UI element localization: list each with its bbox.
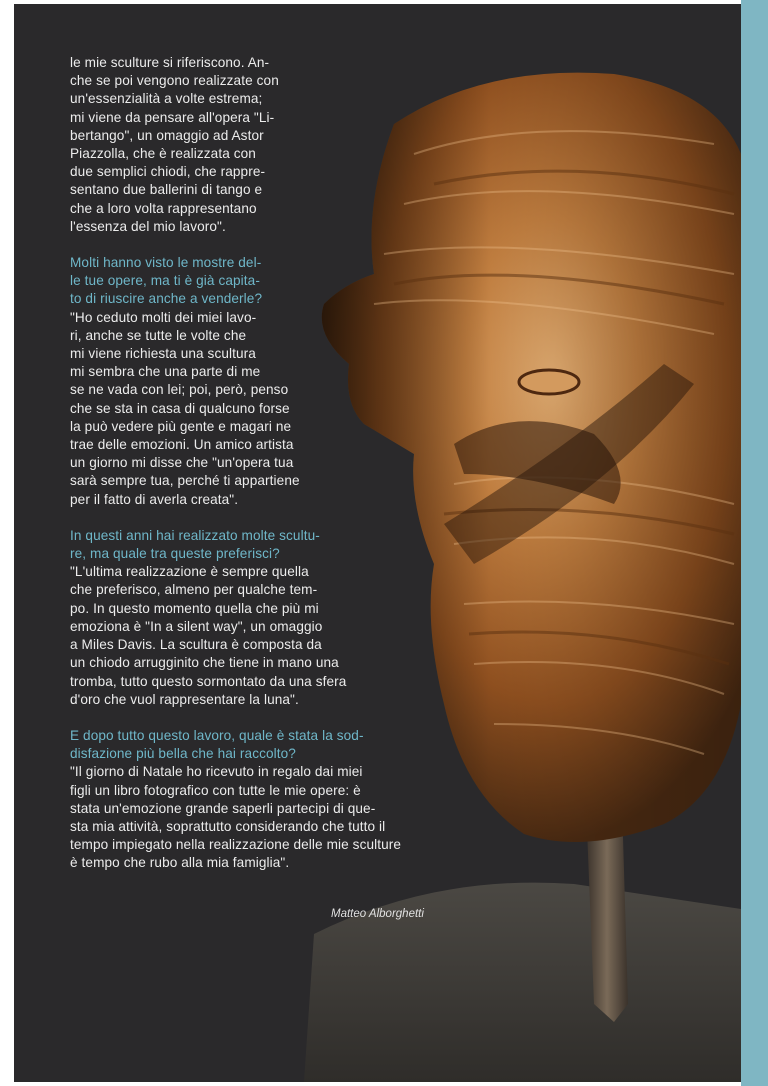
answer-favorite: "L'ultima realizzazione è sempre quella che preferisco, almeno per qualche tem- po. In questo momento quella che più mi emoziona è "In a silent way", un omaggio a Miles Davis. La scultura è composta da un chiodo arrugginito che tiene in mano una tromba, tutto questo sormontato da una sfera d'oro che vuol rappresentare la luna". [70,564,347,707]
answer-sales: "Ho ceduto molti dei miei lavo- ri, anche se tutte le volte che mi viene richiesta una scultura mi sembra che una parte di me se ne vada con lei; poi, però, penso che se sta in casa di qualcuno forse la può vedere più gente e magari ne trae delle emozioni. Un amico artista un giorno mi disse che "un'opera tua sarà sempre tua, perché ti appartiene per il fatto di averla creata". [70,309,300,507]
eye [519,370,579,394]
interview-article [70,54,435,873]
intro-answer: le mie sculture si riferiscono. An- che se poi vengono realizzate con un'essenzialità a volte estrema; mi viene da pensare all'opera "Li- bertango", un omaggio ad Astor Piazzolla, che è realizzata con due semplici chiodi, che rappre- sentano due ballerini di tango e che a loro volta rappresentano l'essenza del mio lavoro". [70,55,279,234]
answer-satisfaction: "Il giorno di Natale ho ricevuto in regalo dai miei figli un libro fotografico con tutte le mie opere: è stata un'emozione grande saperli partecipi di que- sta mia attività, soprattutto considerando che tutto il tempo impiegato nella realizzazione delle mie sculture è tempo che rubo alla mia famiglia". [70,764,402,871]
question-favorite: In questi anni hai realizzato molte scultu- re, ma quale tra queste preferisci? [70,527,320,562]
dark-background-panel [14,4,741,1082]
page-edge-color-strip [741,0,768,1086]
question-sales: Molti hanno visto le mostre del- le tue opere, ma ti è già capita- to di riuscire anche a venderle? [70,255,263,307]
question-satisfaction: E dopo tutto questo lavoro, quale è stata la sod- disfazione più bella che hai raccolto? [70,727,364,762]
author-signature: Matteo Alborghetti [331,908,424,920]
